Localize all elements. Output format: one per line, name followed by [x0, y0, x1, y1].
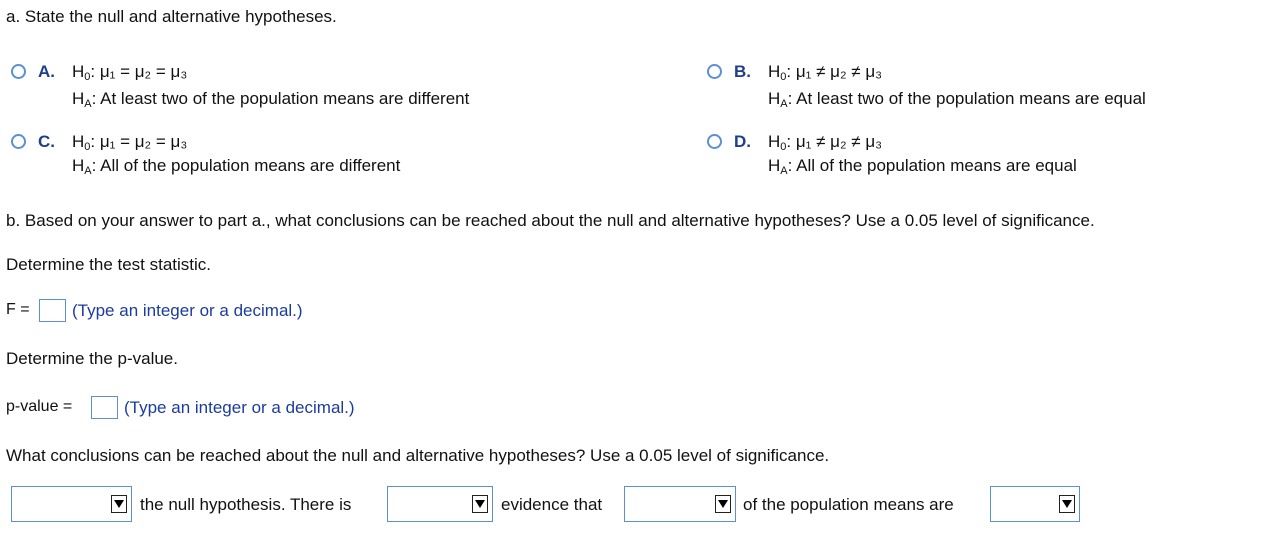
ha-label: H	[768, 156, 781, 175]
sentence-part-1: the null hypothesis. There is	[140, 495, 352, 514]
chevron-down-icon	[472, 495, 488, 513]
h0-text: : μ₁ = μ₂ = μ₃	[90, 62, 188, 81]
option-a-alt-hypothesis	[72, 89, 469, 109]
pvalue-hint: (Type an integer or a decimal.)	[124, 398, 355, 417]
ha-sub: A	[84, 165, 92, 177]
ha-text: : All of the population means are equal	[787, 156, 1077, 175]
conclusion-prompt: What conclusions can be reached about the null and alternative hypotheses? Use a 0.05 level of significance.	[6, 446, 830, 465]
chevron-down-icon	[111, 495, 127, 513]
option-b-letter: B.	[734, 62, 751, 81]
option-b-radio[interactable]	[707, 64, 722, 79]
sentence-part-3: of the population means are	[743, 495, 954, 514]
option-d-alt-hypothesis	[768, 156, 1077, 176]
means-relation-dropdown[interactable]	[990, 486, 1080, 522]
option-b-alt-hypothesis	[768, 89, 1146, 109]
ha-text: : At least two of the population means are equal	[787, 89, 1146, 108]
test-statistic-prompt: Determine the test statistic.	[6, 255, 212, 274]
h0-sub: 0	[780, 141, 787, 153]
option-d-null-hypothesis	[768, 132, 882, 152]
part-b-question: b. Based on your answer to part a., what conclusions can be reached about the null and alternative hypotheses? Use a 0.05 level of significance.	[6, 211, 1095, 230]
option-d-radio[interactable]	[707, 134, 722, 149]
option-d-letter: D.	[734, 132, 751, 151]
h0-sub: 0	[780, 71, 787, 83]
f-input[interactable]	[39, 299, 66, 322]
option-b-null-hypothesis	[768, 62, 882, 82]
h0-sub: 0	[84, 141, 91, 153]
ha-sub: A	[780, 98, 788, 110]
ha-label: H	[72, 156, 85, 175]
chevron-down-icon	[715, 495, 731, 513]
h0-sub: 0	[84, 71, 91, 83]
h0-label: H	[72, 132, 85, 151]
option-a-null-hypothesis	[72, 62, 187, 82]
option-c-alt-hypothesis	[72, 156, 400, 176]
h0-label: H	[72, 62, 85, 81]
h0-label: H	[768, 132, 781, 151]
quantity-dropdown[interactable]	[624, 486, 736, 522]
option-c-null-hypothesis	[72, 132, 187, 152]
h0-label: H	[768, 62, 781, 81]
pvalue-label: p-value =	[6, 398, 73, 415]
ha-label: H	[768, 89, 781, 108]
decision-dropdown[interactable]	[11, 486, 132, 522]
chevron-down-icon	[1059, 495, 1075, 513]
h0-text: : μ₁ = μ₂ = μ₃	[90, 132, 188, 151]
h0-text: : μ₁ ≠ μ₂ ≠ μ₃	[786, 62, 883, 81]
option-a-letter: A.	[38, 62, 55, 81]
ha-text: : At least two of the population means are different	[91, 89, 470, 108]
pvalue-prompt: Determine the p-value.	[6, 349, 178, 368]
option-c-letter: C.	[38, 132, 55, 151]
ha-label: H	[72, 89, 85, 108]
option-c-radio[interactable]	[11, 134, 26, 149]
ha-sub: A	[84, 98, 92, 110]
ha-sub: A	[780, 165, 788, 177]
pvalue-input[interactable]	[91, 396, 118, 419]
evidence-dropdown[interactable]	[387, 486, 493, 522]
ha-text: : All of the population means are different	[91, 156, 401, 175]
f-hint: (Type an integer or a decimal.)	[72, 301, 303, 320]
f-label: F =	[6, 301, 30, 318]
part-a-question: a. State the null and alternative hypotheses.	[6, 7, 337, 26]
h0-text: : μ₁ ≠ μ₂ ≠ μ₃	[786, 132, 883, 151]
option-a-radio[interactable]	[11, 64, 26, 79]
sentence-part-2: evidence that	[501, 495, 603, 514]
